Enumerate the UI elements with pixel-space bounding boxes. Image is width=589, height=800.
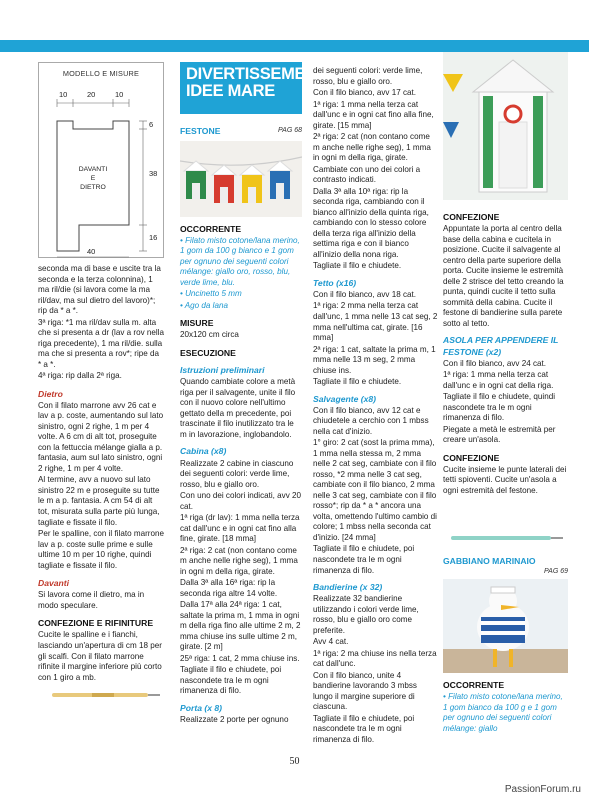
col3-para-18: Avv 4 cat. <box>313 637 349 647</box>
col3-para-6: Tagliate il filo e chiudete. <box>313 261 402 271</box>
page-number: 50 <box>289 756 300 767</box>
col1-para-0: seconda ma di base e uscite tra la seconda e la terza colonnina), 1 ma ril/die (si lavora come la ma ril/dav, ma sul dietro del lavoro)*; rip da * a *. <box>38 264 161 316</box>
col2-heading-4: MISURE <box>180 318 214 329</box>
dim-side-mid: 38 <box>149 169 158 178</box>
col3-para-10: 2ª riga: 1 cat, saltate la prima m, 1 mma nelle 13 m seg, 2 mma chiuse ins. <box>313 344 436 375</box>
col3-subheading-12: Salvagente (x8) <box>313 393 377 404</box>
col2-para-16: 25ª riga: 1 cat, 2 mma chiuse ins. <box>180 653 300 663</box>
col2-para-17: Tagliate il filo e chiudete, poi nascondete tra le m ogni rimanenza di filo. <box>180 665 282 696</box>
col2-para-11: Con uno dei colori indicati, avv 20 cat. <box>180 491 302 511</box>
diagram-drawing <box>39 63 165 259</box>
dim-bottom: 40 <box>87 247 96 256</box>
col2-heading-6: ESECUZIONE <box>180 347 236 358</box>
col3-subheading-7: Tetto (x16) <box>313 277 357 288</box>
crochet-hook-image-2 <box>443 498 568 556</box>
col2-supply-item-1: • Filato misto cotone/lana merino, 1 gom da 100 g bianco e 1 gom per ognuno dei seguenti colori mélange: giallo oro, rosso, blu, verde lime, blu. <box>180 235 300 287</box>
dim-top-left: 10 <box>59 90 68 99</box>
col4-subheading-2: ASOLA PER APPENDERE IL FESTONE (x2) <box>443 335 559 357</box>
col3-para-5: Dalla 3ª alla 10ª riga: rip la seconda riga, cambiando con il bianco all'inizio della quinta riga, cambiando con lo stesso colore della terza riga all'inizio della settima riga e con il bianco all'inizio della nona riga. <box>313 186 429 259</box>
diagram-center-label <box>59 165 127 192</box>
col3-para-20: Con il filo bianco, unite 4 bandierine lavorando 3 mbss lungo il margine superiore di ciascuna. <box>313 670 417 712</box>
col4-para-1: Appuntate la porta al centro della base della cabina e cucitela in posizione. Cucite il salvagente al centro della parte superiore della porta. Cucite insieme le estremità delle 2 strisce del tetto creando la punta, quindi cucite il tetto sulla sommità della cabina. Cucite il festone di bandierine sulla parete sotto al tetto. <box>443 224 564 328</box>
col1-para-10: Cucite le spalline e i fianchi, lasciando un'apertura di cm 18 per gli scalfi. Con il filato marrone rifinite il margine inferiore più corto con 1 giro a mb. <box>38 630 162 682</box>
col1-para-4: Con il filato marrone avv 26 cat e lav a p. coste, aumentando sul lato sinistro, ogni 2 righe, 1 m per 4 volte. A 6 cm di alt tot, proseguite con la fettuccia mélange gialla a p. fantasia, aum sul lato sinistro, ogni 2 righe, 1 m per 4 volte. <box>38 400 164 473</box>
cabin-photo <box>443 52 568 200</box>
column-1 <box>38 62 164 701</box>
gabbiano-header <box>443 556 568 568</box>
seagull-photo <box>443 579 568 673</box>
dim-top-mid: 20 <box>87 90 96 99</box>
col2-subheading-7: Istruzioni preliminari <box>180 365 265 376</box>
col3-para-1: Con il filo bianco, avv 17 cat. <box>313 88 417 98</box>
col1-para-8: Si lavora come il dietro, ma in modo speculare. <box>38 590 145 610</box>
col4-para-8: Cucite insieme le punte laterali dei tetti spioventi. Cucite un'asola a ogni estremità del festone. <box>443 464 567 495</box>
col4-para-3: Con il filo bianco, avv 24 cat. <box>443 358 547 368</box>
col2-heading-0: OCCORRENTE <box>180 223 242 234</box>
column-4 <box>443 205 568 735</box>
watermark: PassionForum.ru <box>504 784 581 795</box>
pattern-diagram <box>38 62 164 258</box>
col2-subheading-18: Porta (x 8) <box>180 702 223 713</box>
col4-heading-7: CONFEZIONE <box>443 452 500 463</box>
top-color-bar <box>0 40 589 52</box>
festone-page-ref: PAG 68 <box>278 127 302 134</box>
col1-para-1: 3ª riga: *1 ma ril/dav sulla m. alta che si presenta a dr (lav a rov nella riga precedente), 1 ma ril/die. sulla ma che si presenta a rov*; ripe da * a *. <box>38 317 164 369</box>
col2-para-8: Quando cambiate colore a metà riga per il salvagente, unite il filo con il nuovo colore nell'ultimo gettato della m precedente, poi trascinate il filo inutilizzato tra le m in lavorazione, inglobandolo. <box>180 377 296 439</box>
gabbiano-page-ref-row <box>443 567 568 577</box>
col3-para-9: 1ª riga: 2 mma nella terza cat dall'unc, 1 mma nelle 13 cat seg, 2 mma nell'ultima cat, girate. [16 mma] <box>313 301 438 343</box>
column-3-text <box>313 66 438 745</box>
col4-heading-0: CONFEZIONE <box>443 212 500 222</box>
dim-side-bottom: 16 <box>149 233 158 242</box>
banner-line-1: DIVERTISSEMENT <box>186 65 327 83</box>
col2-para-5: 20x120 cm circa <box>180 330 239 340</box>
col3-para-11: Tagliate il filo e chiudete. <box>313 377 402 387</box>
column-4-bottom-text <box>443 680 568 734</box>
column-1-text <box>38 264 164 683</box>
column-2-text <box>180 224 302 726</box>
col3-para-2: 1ª riga: 1 mma nella terza cat dall'unc e in ogni cat fino alla fine, girate. [15 mma] <box>313 99 434 130</box>
column-4-text <box>443 212 568 497</box>
col4-para-6: Piegate a metà le estremità per creare un'asola. <box>443 424 556 445</box>
col3-para-3: 2ª riga: 2 cat (non contano come m anche nelle righe seg), 1 mma in ogni m della riga, girate. <box>313 132 431 163</box>
col3-para-14: 1° giro: 2 cat (sost la prima mma), 1 mma nella stessa m, 2 mma nelle 2 cat seg, cambiate con il filo rosso, *2 mma nelle 3 cat seg, cambiate con il filo bianco, 2 mma nelle 3 cat seg, cambiate con il filo rosso*; rip da * a * ancora una volta, omettendo l'ultimo cambio di colore; 1 mbss nella seconda cat d'inizio. [24 mma] <box>313 438 437 542</box>
col4-para-4: 1ª riga: 1 mma nella terza cat dall'unc e in ogni cat della riga. <box>443 370 554 390</box>
col4b-supply-item-1: • Filato misto cotone/lana merino, 1 gom bianco da 100 g e 1 gom per ognuno dei seguenti colori mélange: giallo <box>443 692 563 733</box>
col2-para-13: 2ª riga: 2 cat (non contano come m anche nelle righe seg), 1 mma in ogni m della riga, girate. <box>180 545 298 576</box>
section-banner <box>180 62 327 114</box>
col1-heading-9: CONFEZIONE E RIFINITURE <box>38 618 154 629</box>
diagram-title: MODELLO E MISURE <box>62 69 140 78</box>
label-davanti: DAVANTI <box>78 166 108 173</box>
col1-para-5: Al termine, avv a nuovo sul lato sinistro 22 m e proseguite su tutte le m a p. fantasia. A cm 54 di alt tot, misurata sulla parte più lunga, tagliate e fissate il filo. <box>38 475 160 527</box>
col1-heading-3: Dietro <box>38 388 63 399</box>
col3-para-17: Realizzate 32 bandierine utilizzando i colori verde lime, rosso, blu e giallo oro come preferite. <box>313 594 419 635</box>
col2-para-10: Realizzate 2 cabine in ciascuno dei seguenti colori: verde lime, rosso, blu e giallo oro. <box>180 458 294 489</box>
column-3 <box>313 66 438 746</box>
col3-para-13: Con il filo bianco, avv 12 cat e chiudetele a cerchio con 1 mbss nella cat d'inizio. <box>313 405 429 436</box>
label-dietro: DIETRO <box>80 184 106 191</box>
banner-line-2: IDEE MARE <box>186 82 275 100</box>
col2-supply-item-2: • Uncinetto 5 mm <box>180 289 242 299</box>
column-2 <box>180 62 327 727</box>
gabbiano-page-ref: PAG 69 <box>544 568 568 576</box>
col2-para-19: Realizzate 2 porte per ognuno <box>180 715 289 725</box>
col2-para-14: Dalla 3ª alla 16ª riga: rip la seconda riga altre 14 volte. <box>180 578 278 598</box>
gabbiano-title: GABBIANO MARINAIO <box>443 555 536 566</box>
festone-header <box>180 126 302 138</box>
col3-para-4: Cambiate con uno dei colori a contrasto indicati. <box>313 164 421 185</box>
col1-para-2: 4ª riga: rip dalla 2ª riga. <box>38 371 122 381</box>
col4-para-5: Tagliate il filo e chiudete, quindi nascondete tra le m ogni rimanenza di filo. <box>443 392 556 423</box>
label-e: E <box>90 175 96 182</box>
col2-para-15: Dalla 17ª alla 24ª riga: 1 cat, saltate la prima m, 1 mma in ogni m della riga fino alle ultime 2 m, 2 mma chiuse ins sulle ultime 2 m, girate. [2 m] <box>180 600 301 652</box>
col3-para-15: Tagliate il filo e chiudete, poi nascondete tra le m ogni rimanenza di filo. <box>313 544 415 575</box>
dim-side-top: 6 <box>149 120 154 129</box>
col1-para-6: Per le spalline, con il filato marrone lav a p. coste sulle prime e sulle ultime 10 m per 10 righe, quindi tagliate e fissate il filo. <box>38 529 164 570</box>
col2-subheading-9: Cabina (x8) <box>180 446 227 457</box>
festone-photo <box>180 141 302 217</box>
col3-para-0: dei seguenti colori: verde lime, rosso, blu e giallo oro. <box>313 66 423 86</box>
col3-subheading-16: Bandierine (x 32) <box>313 582 383 593</box>
col3-para-19: 1ª riga: 2 ma chiuse ins nella terza cat dall'unc. <box>313 648 437 669</box>
col2-para-12: 1ª riga (dr lav): 1 mma nella terza cat dall'unc e in ogni cat fino alla fine, girate. [18 mma] <box>180 513 300 544</box>
col2-supply-item-3: • Ago da lana <box>180 300 228 310</box>
col3-para-8: Con il filo bianco, avv 18 cat. <box>313 289 417 299</box>
col1-heading-7: Davanti <box>38 578 70 589</box>
crochet-hook-image <box>38 689 164 701</box>
dim-top-right: 10 <box>115 90 124 99</box>
col4b-heading-0: OCCORRENTE <box>443 680 505 691</box>
festone-title: FESTONE <box>180 126 221 136</box>
col3-para-21: Tagliate il filo e chiudete, poi nascondete tra le m ogni rimanenza di filo. <box>313 713 415 744</box>
